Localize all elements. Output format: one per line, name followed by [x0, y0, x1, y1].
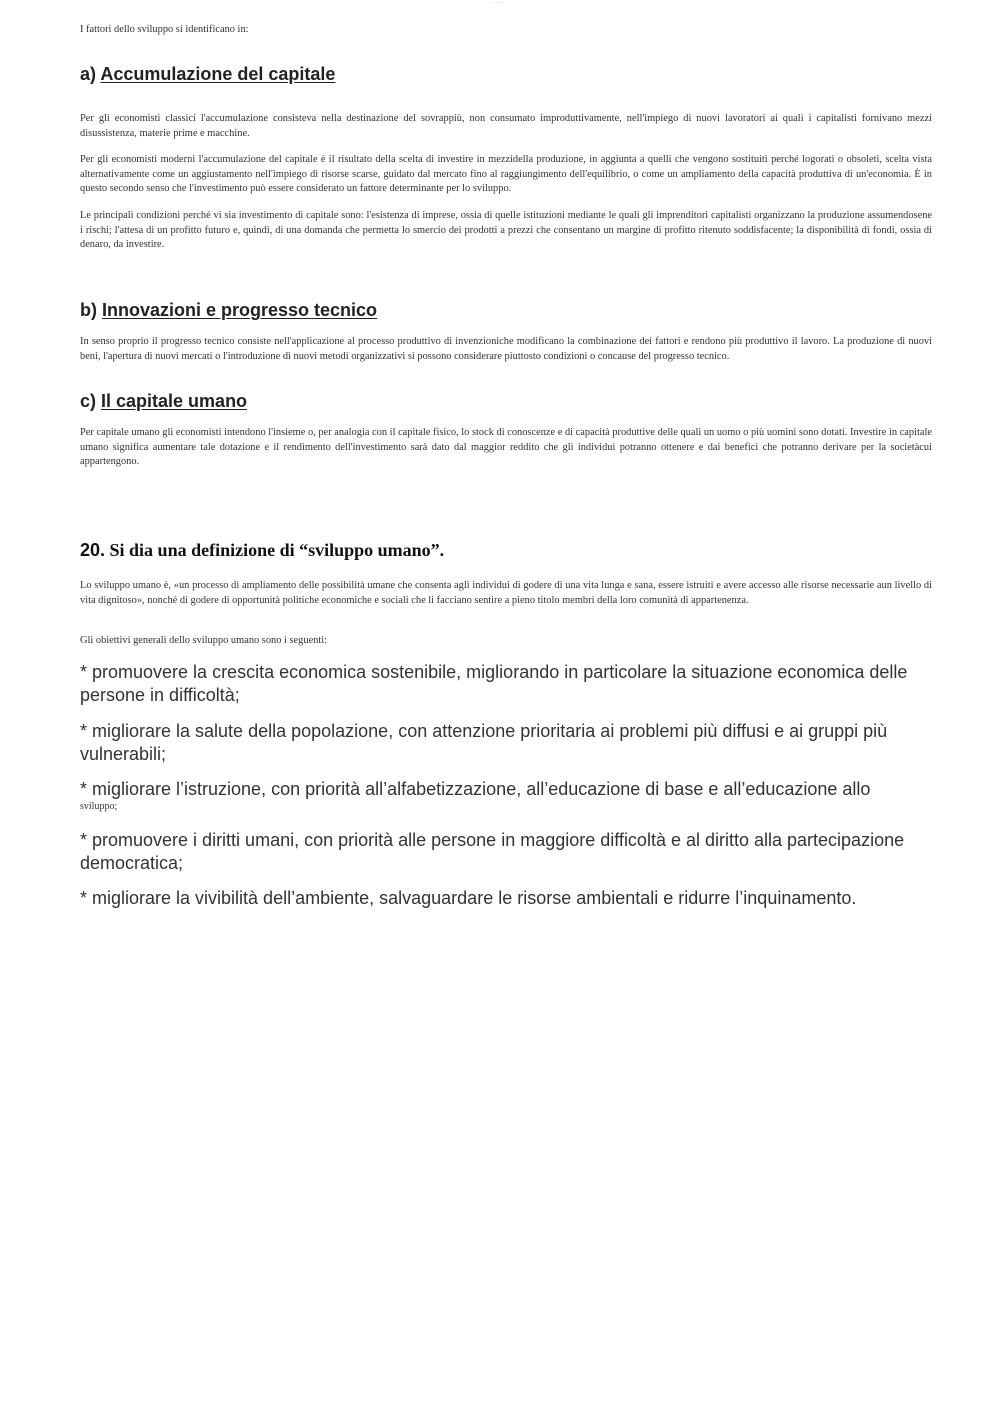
objective-item: * migliorare la salute della popolazione, con attenzione prioritaria ai problemi più diffusi e ai gruppi più vulnerabili;	[80, 721, 888, 764]
section-b-prefix: b)	[80, 300, 102, 320]
section-a-heading	[80, 64, 335, 85]
question-title: Si dia una definizione di “sviluppo umano”.	[109, 540, 445, 560]
section-a-paragraph-3: Le principali condizioni perché vi sia investimento di capitale sono: l'esistenza di imprese, ossia di quelle istituzioni mediante le quali gli imprenditori capitalisti organizzano la produzione assumendosene i rischi; l'attesa di un profitto futuro e, quindi, di una domanda che permetta lo smercio dei prodotti a prezzi che consentano un margine di profitto ritenuto soddisfacente; la disponibilità di fondi, ossia di denaro, da investire.	[80, 210, 932, 251]
objectives-intro: Gli obiettivi generali dello sviluppo umano sono i seguenti:	[80, 635, 328, 646]
section-a-paragraph-2: Per gli economisti moderni l'accumulazione del capitale è il risultato della scelta di investire in mezzidella produzione, in aggiunta a quelli che vengono sostituiti perché logorati o obsoleti, scelta vista alternativamente come un aggiustamento nell'impiego di risorse scarse, guidato dal mercato fino al raggiungimento dell'equilibrio, o come un ampliamento della capacità produttiva di un'economia. È in questo secondo senso che l'investimento può essere considerato un fattore determinante per lo sviluppo.	[80, 154, 932, 195]
objective-item: * promuovere la crescita economica sostenibile, migliorando in particolare la situazione economica delle persone in difficoltà;	[80, 662, 908, 705]
page-top-mark: — — —	[492, 0, 503, 4]
question-number: 20.	[80, 540, 106, 560]
objective-item: * promuovere i diritti umani, con priorità alle persone in maggiore difficoltà e al diritto alla partecipazione democratica;	[80, 830, 905, 873]
definition-paragraph: Lo sviluppo umano è, «un processo di ampliamento delle possibilità umane che consenta agli individui di godere di una vita lunga e sana, essere istruiti e avere accesso alle risorse necessarie aun livello di vita dignitoso», nonché di godere di opportunità politiche economiche e sociali che li facciano sentire a pieno titolo membri della loro comunità di appartenenza.	[80, 580, 932, 606]
objective-item	[80, 778, 932, 813]
section-a-prefix: a)	[80, 64, 101, 84]
section-b-paragraph: In senso proprio il progresso tecnico consiste nell'applicazione al processo produttivo di invenzioniche modificano la combinazione dei fattori e rendono più produttivo il lavoro. La produzione di nuovi beni, l'apertura di nuovi mercati o l'introduzione di nuovi metodi organizzativi si possono considerare piuttosto condizioni o concause del progresso tecnico.	[80, 336, 932, 362]
section-b-title: Innovazioni e progresso tecnico	[102, 300, 378, 320]
section-c-heading	[80, 391, 247, 412]
objective-item-text: * migliorare l’istruzione, con priorità all’alfabetizzazione, all’educazione di base e all’educazione allo	[80, 779, 871, 799]
section-c-title: Il capitale umano	[101, 391, 248, 411]
question-heading	[80, 540, 444, 561]
section-a-paragraph-1: Per gli economisti classici l'accumulazione consisteva nella destinazione del sovrappiù, non consumato improduttivamente, nell'impiego di nuovi lavoratori ai quali i capitalisti fornivano mezzi disussistenza, materie prime e macchine.	[80, 113, 932, 139]
section-c-prefix: c)	[80, 391, 102, 411]
section-a-title: Accumulazione del capitale	[100, 64, 336, 84]
objective-item-tail: sviluppo;	[80, 801, 118, 812]
section-c-paragraph: Per capitale umano gli economisti intendono l'insieme o, per analogia con il capitale fisico, lo stock di conoscenze e di capacità produttive delle quali un uomo o più uomini sono dotati. Investire in capitale umano significa aumentare tale dotazione e il rendimento dell'investimento sarà dato dal maggior reddito che gli individui potranno ottenere e dai benefici che potranno derivare per la societàcui appartengono.	[80, 427, 932, 468]
objective-item: * migliorare la vivibilità dell’ambiente, salvaguardare le risorse ambientali e ridurre l’inquinamento.	[80, 888, 857, 908]
intro-text: I fattori dello sviluppo si identificano in:	[80, 24, 249, 35]
section-b-heading	[80, 300, 377, 321]
